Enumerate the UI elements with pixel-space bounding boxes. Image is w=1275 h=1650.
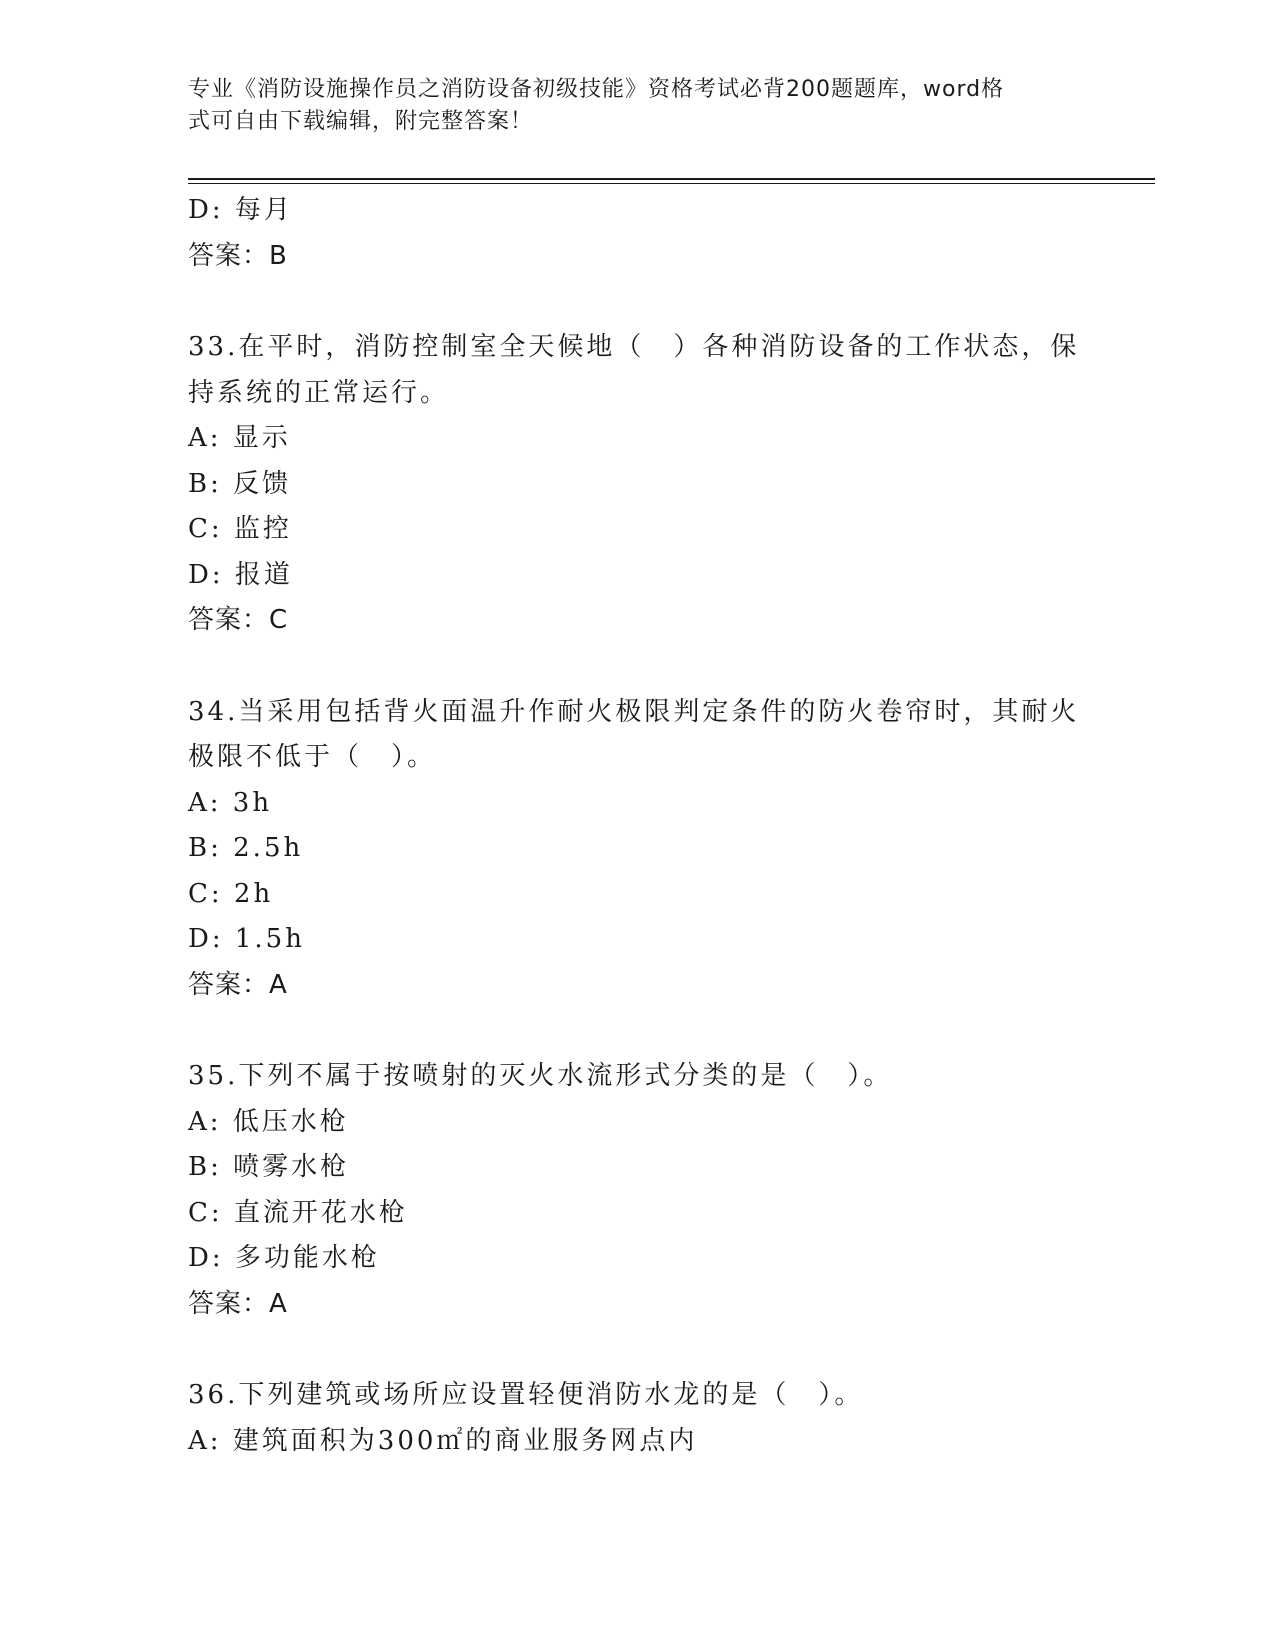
question-stem	[188, 1054, 1088, 1100]
option-a: A: 显示	[188, 423, 291, 453]
header-line-2: 式可自由下载编辑，附完整答案！	[188, 109, 534, 134]
question-34	[188, 690, 1088, 1009]
option-d: D: 多功能水枪	[188, 1243, 380, 1273]
spacer	[188, 279, 1088, 325]
option-c: C: 监控	[188, 514, 292, 544]
option-a: A: 低压水枪	[188, 1106, 349, 1137]
header-line-1: 专业《消防设施操作员之消防设备初级技能》资格考试必背200题题库，word格	[188, 77, 1005, 102]
option-b: B: 喷雾水枪	[188, 1152, 350, 1182]
option-d: D: 每月	[188, 195, 293, 225]
question-stem-line: 极限不低于（ ）。	[188, 742, 437, 772]
option-d: D: 报道	[188, 559, 293, 590]
question-stem-line: 35.下列不属于按喷射的灭火水流形式分类的是（ ）。	[188, 1061, 893, 1091]
answer-line: 答案：B	[188, 240, 288, 271]
question-stem-line: 33.在平时，消防控制室全天候地（ ）各种消防设备的工作状态，保	[188, 332, 1080, 362]
question-33	[188, 325, 1088, 644]
answer-line: 答案：A	[188, 1288, 288, 1319]
question-stem-line: 36.下列建筑或场所应设置轻便消防水龙的是（ ）。	[188, 1380, 864, 1410]
option-c: C: 直流开花水枪	[188, 1197, 408, 1228]
spacer	[188, 644, 1088, 690]
option-a: A: 建筑面积为300㎡的商业服务网点内	[188, 1425, 698, 1456]
question-stem-line: 34.当采用包括背火面温升作耐火极限判定条件的防火卷帘时，其耐火	[188, 696, 1080, 727]
spacer	[188, 1008, 1088, 1054]
spacer	[188, 1327, 1088, 1373]
question-stem-line: 持系统的正常运行。	[188, 377, 450, 408]
answer-line: 答案：A	[188, 969, 288, 1000]
header-divider-thick	[188, 178, 1155, 180]
document-header	[188, 74, 1068, 138]
option-b: B: 2.5h	[188, 833, 304, 863]
question-stem	[188, 325, 1088, 416]
question-list	[188, 188, 1088, 1464]
question-stem	[188, 1373, 1088, 1419]
question-36	[188, 1373, 1088, 1464]
answer-line: 答案：C	[188, 605, 289, 635]
option-d: D: 1.5h	[188, 924, 305, 954]
question-stem	[188, 690, 1088, 781]
option-c: C: 2h	[188, 878, 274, 909]
header-divider-thin	[188, 183, 1155, 184]
question-35	[188, 1054, 1088, 1327]
option-a: A: 3h	[188, 787, 273, 818]
option-b: B: 反馈	[188, 468, 292, 499]
